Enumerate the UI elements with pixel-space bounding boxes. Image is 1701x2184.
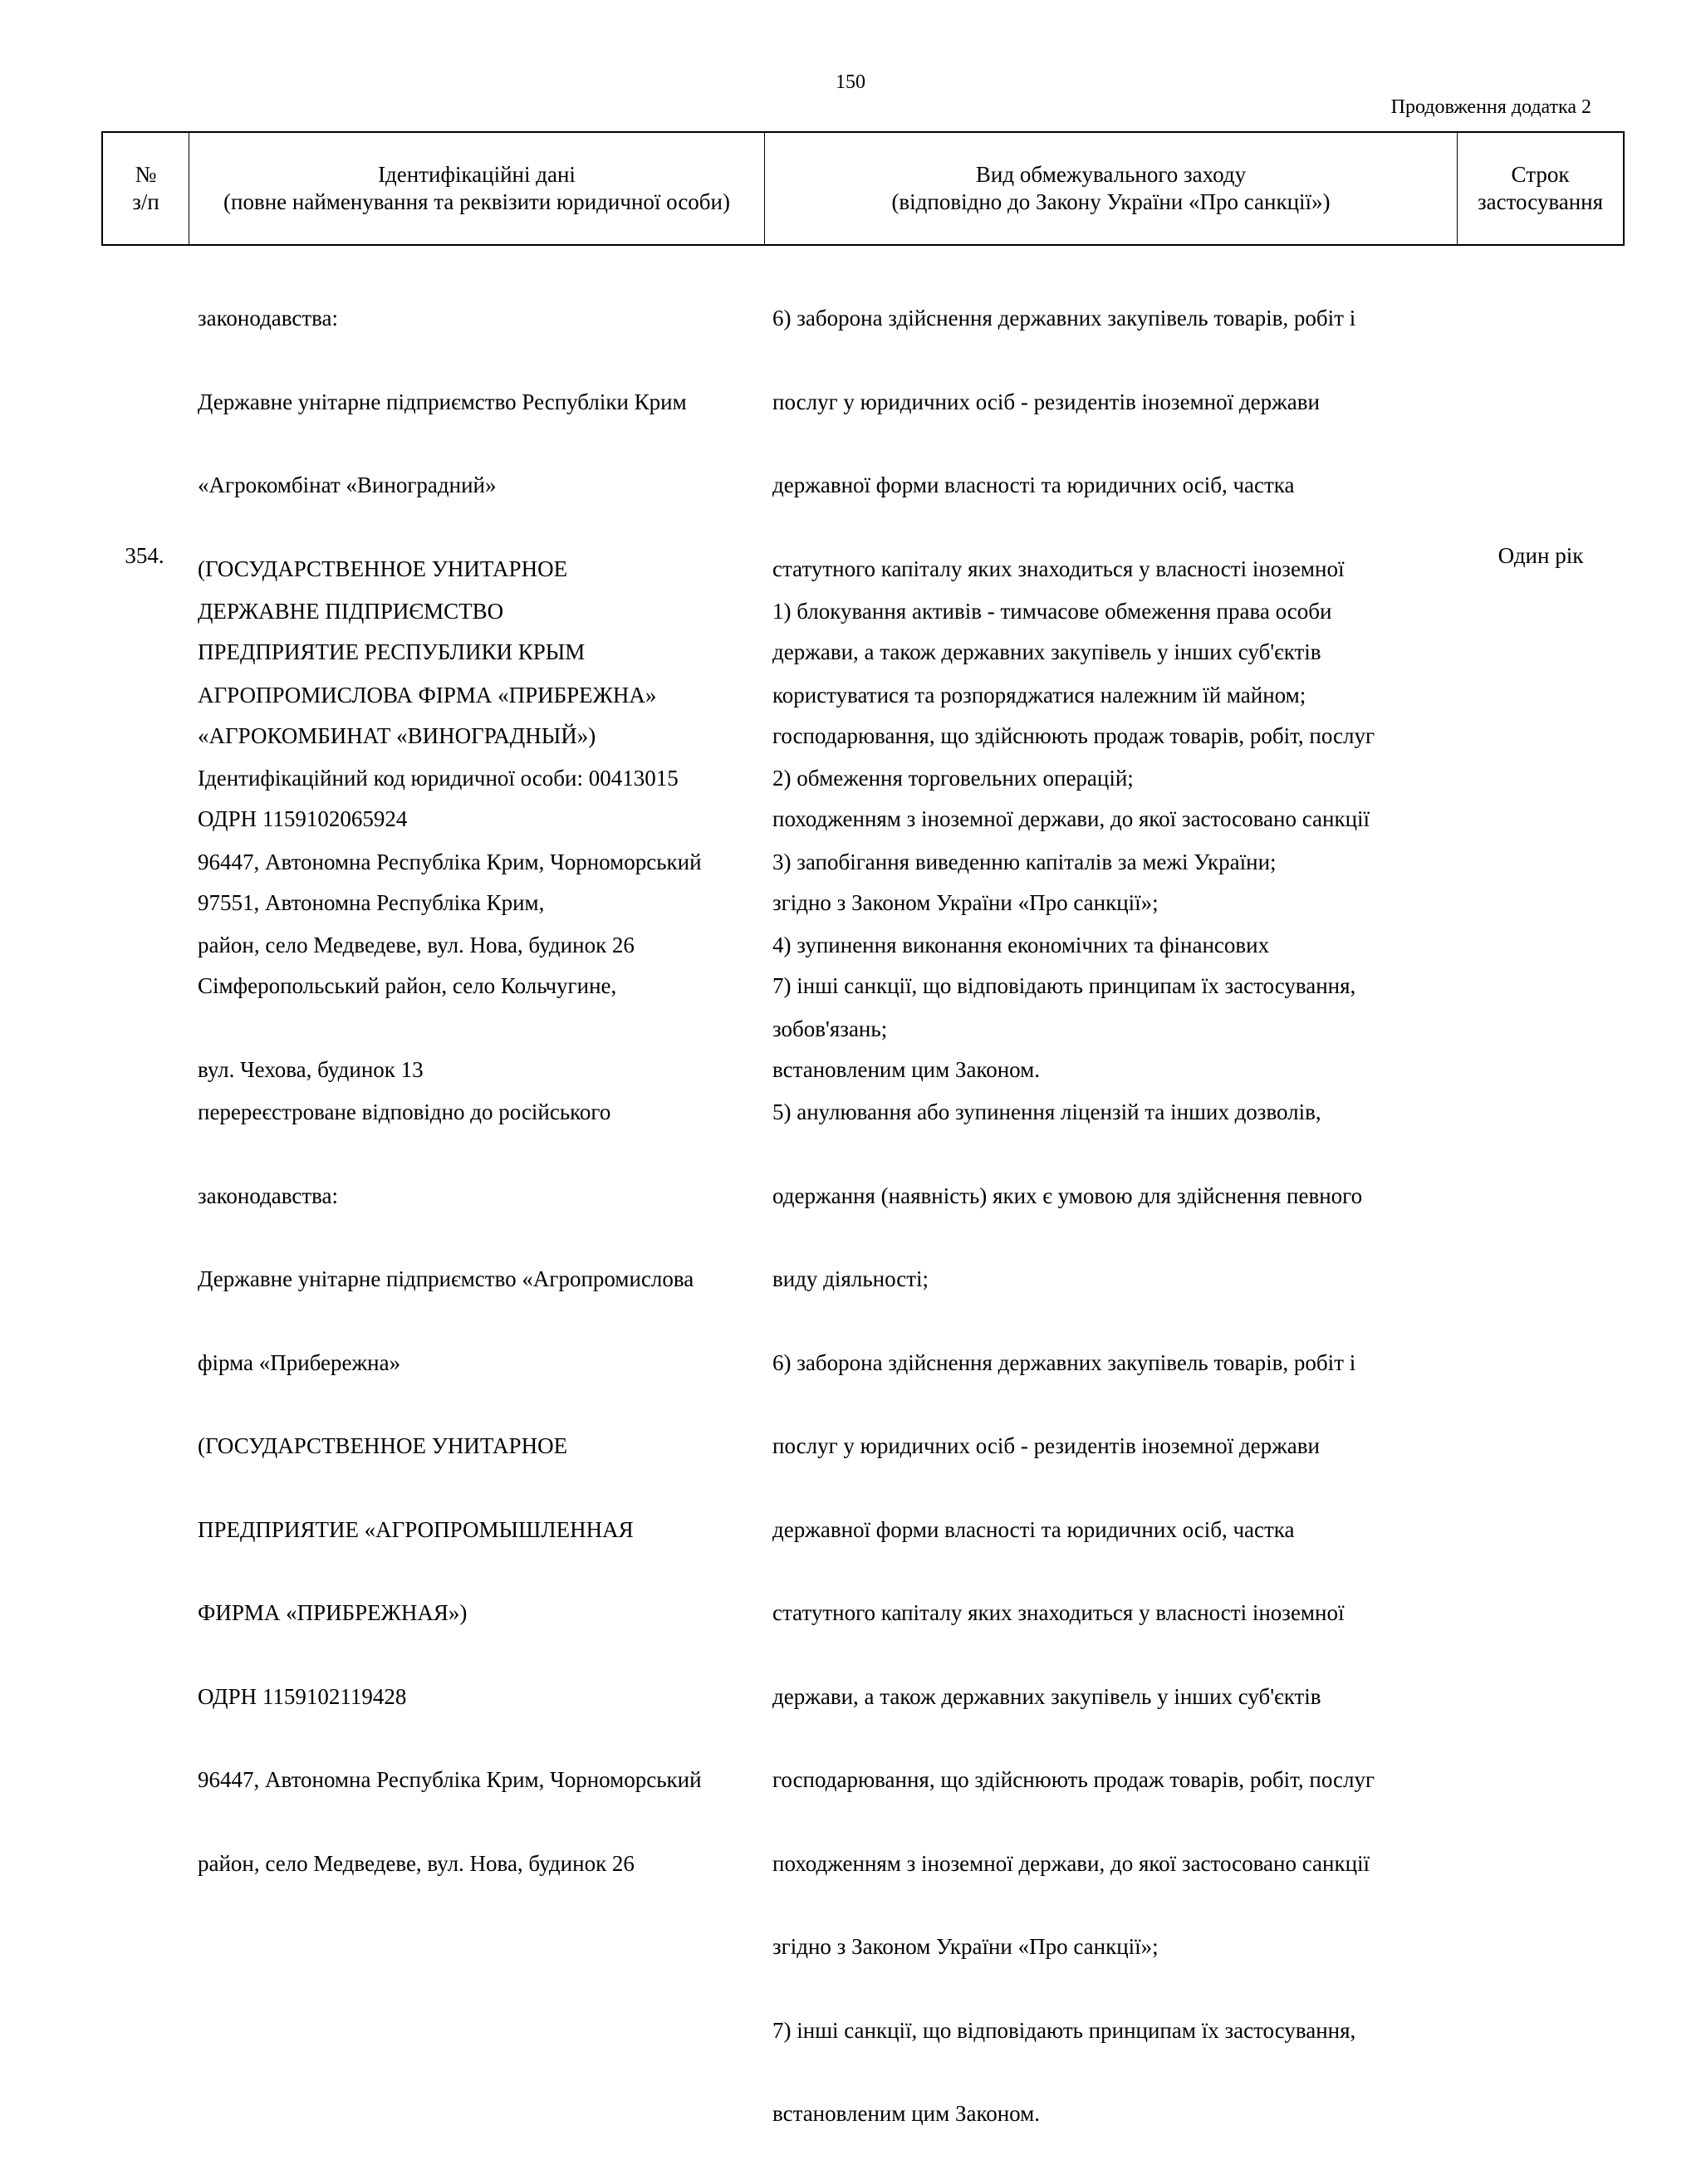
measure-line: встановленим цим Законом. bbox=[772, 1056, 1040, 1082]
measure-line: 7) інші санкції, що відповідають принципам їх застосування, bbox=[772, 973, 1356, 998]
page-number: 150 bbox=[836, 71, 865, 93]
header-measure-cell bbox=[765, 133, 1458, 244]
measure-line: 1) блокування активів - тимчасове обмеження права особи bbox=[772, 599, 1332, 624]
row-term: Один рік bbox=[1498, 543, 1584, 568]
header-term-line-2: застосування bbox=[1477, 189, 1604, 214]
id-line: перереєстроване відповідно до російського bbox=[198, 1099, 611, 1124]
id-line: ОДРН 1159102065924 bbox=[198, 806, 408, 831]
row-number: 354. bbox=[125, 543, 164, 568]
header-measure-line-2: (відповідно до Закону України «Про санкції») bbox=[891, 189, 1331, 214]
id-line: 97551, Автономна Республіка Крим, bbox=[198, 889, 545, 915]
id-line: ДЕРЖАВНЕ ПІДПРИЄМСТВО bbox=[198, 599, 504, 624]
header-number-cell bbox=[103, 133, 189, 244]
measure-line: зобов'язань; bbox=[772, 1016, 888, 1041]
header-number-line-2: з/п bbox=[132, 189, 159, 214]
row-measure-data bbox=[772, 542, 1462, 2184]
measure-line: статутного капіталу яких знаходиться у власності іноземної bbox=[772, 1600, 1345, 1625]
measure-line: 7) інші санкції, що відповідають принципам їх застосування, bbox=[772, 2017, 1356, 2043]
measure-line: господарювання, що здійснюють продаж товарів, робіт, послуг bbox=[772, 722, 1375, 748]
id-line: 96447, Автономна Республіка Крим, Чорноморський bbox=[198, 1767, 702, 1792]
measure-line: 6) заборона здійснення державних закупівель товарів, робіт і bbox=[772, 1349, 1356, 1375]
header-term-cell bbox=[1458, 133, 1623, 244]
paragraph-gap bbox=[198, 1016, 771, 1044]
id-line: Державне унітарне підприємство «Агропромислова bbox=[198, 1266, 694, 1291]
measure-line: 6) заборона здійснення державних закупівель товарів, робіт і bbox=[772, 306, 1356, 331]
measure-line: державної форми власності та юридичних осіб, частка bbox=[772, 473, 1295, 497]
id-line: (ГОСУДАРСТВЕННОЕ УНИТАРНОЕ bbox=[198, 1433, 568, 1458]
measure-line: 4) зупинення виконання економічних та фінансових bbox=[772, 933, 1270, 957]
header-number-line-1: № bbox=[135, 162, 157, 187]
measure-line: походженням з іноземної держави, до якої застосовано санкції bbox=[772, 806, 1370, 831]
measure-line: користуватися та розпоряджатися належним їй майном; bbox=[772, 682, 1306, 708]
id-line: законодавства: bbox=[198, 1183, 339, 1208]
id-line: район, село Медведеве, вул. Нова, будинок 26 bbox=[198, 1850, 635, 1876]
measure-line: 2) обмеження торговельних операцій; bbox=[772, 766, 1134, 791]
id-line: ПРЕДПРИЯТИЕ «АГРОПРОМЫШЛЕННАЯ bbox=[198, 1516, 634, 1542]
measure-line: держави, а також державних закупівель у інших суб'єктів bbox=[772, 639, 1321, 664]
header-id-cell bbox=[189, 133, 765, 244]
header-measure-line-1: Вид обмежувального заходу bbox=[975, 162, 1247, 187]
measure-line: статутного капіталу яких знаходиться у власності іноземної bbox=[772, 556, 1345, 581]
header-id-line-1: Ідентифікаційні дані bbox=[378, 162, 576, 187]
measure-line: держави, а також державних закупівель у інших суб'єктів bbox=[772, 1683, 1321, 1709]
id-line: «Агрокомбінат «Виноградний» bbox=[198, 473, 497, 497]
id-line: 96447, Автономна Республіка Крим, Чорноморський bbox=[198, 849, 702, 874]
continuation-note: Продовження додатка 2 bbox=[1390, 96, 1591, 118]
measure-line: походженням з іноземної держави, до якої застосовано санкції bbox=[772, 1850, 1370, 1876]
id-line: АГРОПРОМИСЛОВА ФІРМА «ПРИБРЕЖНА» bbox=[198, 682, 657, 708]
measure-line: послуг у юридичних осіб - резидентів іноземної держави bbox=[772, 389, 1320, 414]
measure-line: державної форми власності та юридичних осіб, частка bbox=[772, 1516, 1295, 1542]
measure-line: встановленим цим Законом. bbox=[772, 2101, 1040, 2126]
table-header bbox=[101, 131, 1625, 246]
id-line: «АГРОКОМБИНАТ «ВИНОГРАДНЫЙ») bbox=[198, 722, 596, 748]
id-line: ОДРН 1159102119428 bbox=[198, 1683, 407, 1709]
measure-line: згідно з Законом України «Про санкції»; bbox=[772, 889, 1159, 915]
id-line: район, село Медведеве, вул. Нова, будинок 26 bbox=[198, 933, 635, 957]
id-line: (ГОСУДАРСТВЕННОЕ УНИТАРНОЕ bbox=[198, 556, 568, 581]
id-line: ФИРМА «ПРИБРЕЖНАЯ») bbox=[198, 1600, 468, 1625]
measure-line: 5) анулювання або зупинення ліцензій та інших дозволів, bbox=[772, 1099, 1321, 1124]
measure-line: згідно з Законом України «Про санкції»; bbox=[772, 1934, 1159, 1959]
row-id-data bbox=[198, 542, 771, 1933]
measure-line: виду діяльності; bbox=[772, 1266, 929, 1291]
header-term-line-1: Строк bbox=[1511, 162, 1570, 187]
measure-line: одержання (наявність) яких є умовою для здійснення певного bbox=[772, 1183, 1363, 1208]
measure-line: господарювання, що здійснюють продаж товарів, робіт, послуг bbox=[772, 1767, 1375, 1792]
id-line: вул. Чехова, будинок 13 bbox=[198, 1056, 424, 1082]
id-line: ПРЕДПРИЯТИЕ РЕСПУБЛИКИ КРЫМ bbox=[198, 639, 586, 664]
header-id-line-2: (повне найменування та реквізити юридичної особи) bbox=[223, 189, 730, 214]
id-line: фірма «Прибережна» bbox=[198, 1349, 401, 1375]
id-line: Державне унітарне підприємство Республіки Крим bbox=[198, 389, 687, 414]
id-line: законодавства: bbox=[198, 306, 339, 331]
measure-line: послуг у юридичних осіб - резидентів іноземної держави bbox=[772, 1433, 1320, 1458]
id-line: Ідентифікаційний код юридичної особи: 00413015 bbox=[198, 766, 679, 791]
measure-line: 3) запобігання виведенню капіталів за межі України; bbox=[772, 849, 1277, 874]
id-line: Сімферопольський район, село Кольчугине, bbox=[198, 973, 617, 998]
